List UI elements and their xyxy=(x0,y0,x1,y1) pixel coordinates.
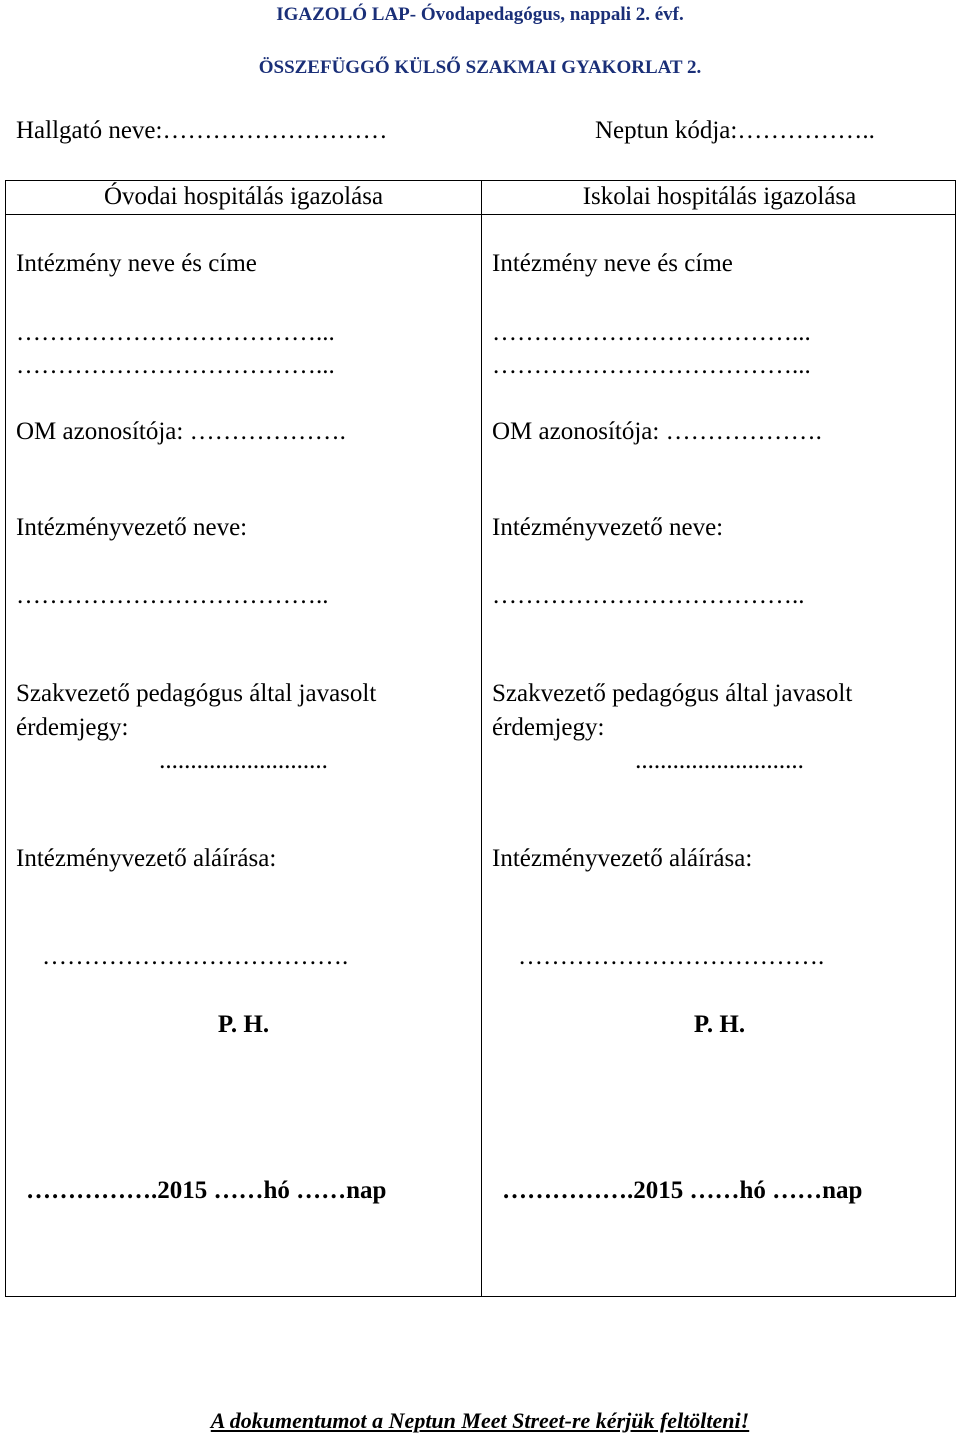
institution-dots-line[interactable]: ………………………………... xyxy=(492,352,811,379)
institution-dots-line[interactable]: ………………………………... xyxy=(16,319,335,346)
head-name-label: Intézményvezető neve: xyxy=(16,514,248,541)
signature-label: Intézményvezető aláírása: xyxy=(492,845,753,872)
column-divider xyxy=(481,181,482,1296)
head-name-label: Intézményvezető neve: xyxy=(492,514,724,541)
institution-label: Intézmény neve és címe xyxy=(492,250,733,277)
stamp-placeholder: P. H. xyxy=(217,1011,270,1038)
student-name-field[interactable]: Hallgató neve:……………………… xyxy=(16,117,388,144)
head-name-dots[interactable]: ……………………………….. xyxy=(492,582,805,609)
institution-dots-line[interactable]: ………………………………... xyxy=(16,352,335,379)
om-id-field[interactable]: OM azonosítója: ………………. xyxy=(492,418,822,445)
head-name-dots[interactable]: ……………………………….. xyxy=(16,582,329,609)
om-id-field[interactable]: OM azonosítója: ………………. xyxy=(16,418,346,445)
kindergarten-heading: Óvodai hospitálás igazolása xyxy=(103,183,384,210)
date-field[interactable]: …………….2015 ……hó ……nap xyxy=(26,1177,387,1204)
institution-label: Intézmény neve és címe xyxy=(16,250,257,277)
stamp-placeholder: P. H. xyxy=(693,1011,746,1038)
grade-dots[interactable]: ........................... xyxy=(159,747,328,774)
heading-divider xyxy=(6,214,955,215)
signature-label: Intézményvezető aláírása: xyxy=(16,845,277,872)
neptun-code-field[interactable]: Neptun kódja:…………….. xyxy=(595,117,875,144)
grade-label: Szakvezető pedagógus által javasolt xyxy=(492,680,853,707)
school-heading: Iskolai hospitálás igazolása xyxy=(582,183,857,210)
grade-dots[interactable]: ........................... xyxy=(635,747,804,774)
document-title: IGAZOLÓ LAP- Óvodapedagógus, nappali 2. évf. xyxy=(276,4,684,25)
grade-label-cont: érdemjegy: xyxy=(16,714,129,741)
grade-label-cont: érdemjegy: xyxy=(492,714,605,741)
certification-table xyxy=(5,180,956,1297)
grade-label: Szakvezető pedagógus által javasolt xyxy=(16,680,377,707)
institution-dots-line[interactable]: ………………………………... xyxy=(492,319,811,346)
document-subtitle: ÖSSZEFÜGGŐ KÜLSŐ SZAKMAI GYAKORLAT 2. xyxy=(258,57,702,78)
signature-dots[interactable]: ………………………………. xyxy=(42,943,349,970)
date-field[interactable]: …………….2015 ……hó ……nap xyxy=(502,1177,863,1204)
upload-note: A dokumentumot a Neptun Meet Street-re kérjük feltölteni! xyxy=(210,1408,750,1433)
signature-dots[interactable]: ………………………………. xyxy=(518,943,825,970)
